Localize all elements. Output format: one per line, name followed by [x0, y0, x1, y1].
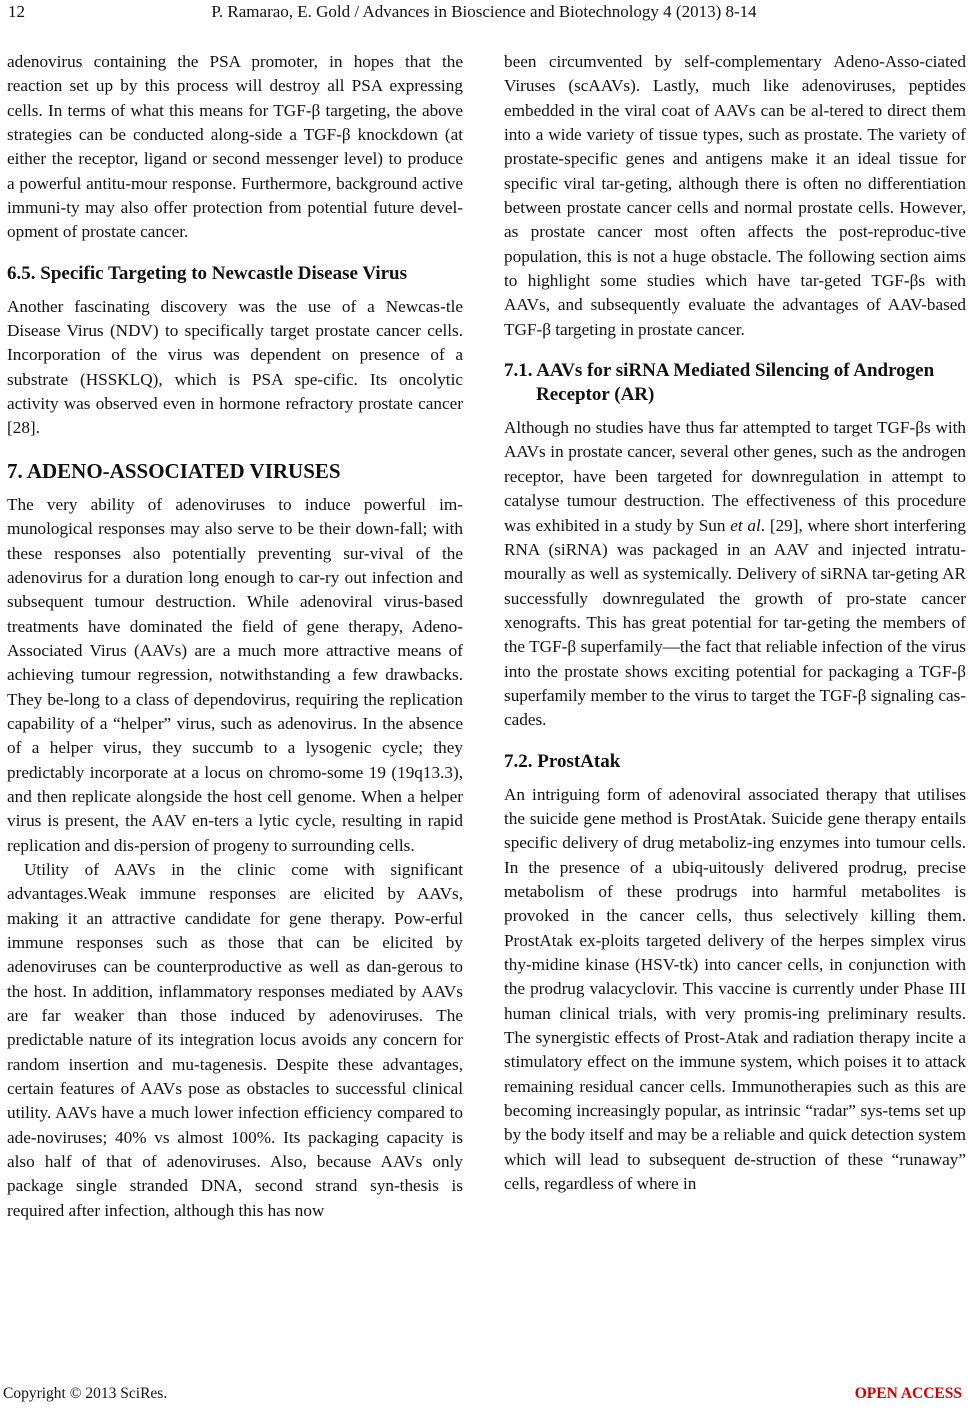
paragraph-psa-promoter: adenovirus containing the PSA promoter, in hopes that the reaction set up by this process will destroy all PSA expressing cells. In terms of what this means for TGF-β targeting, the above strategies can be conducted along-side a TGF-β knockdown (at either the receptor, ligand or second messenger level) to produce a powerful antitu-mour response. Furthermore, background active immuni-ty may also offer protection from potential future devel-opment of prostate cancer. [7, 52, 463, 242]
heading-section-7: 7. ADENO-ASSOCIATED VIRUSES [7, 458, 341, 483]
italic-et-al: et al [730, 515, 761, 535]
heading-title: Specific Targeting to Newcastle Disease Virus [40, 262, 408, 284]
paragraph-scaav: been circumvented by self-complementary Adeno-Asso-ciated Viruses (scAAVs). Lastly, much like adenoviruses, peptides embedded in the viral coat of AAVs can be al-tered to direct them into a wide variety of tissue types, such as prostate. The variety of prostate-specific genes and antigens make it an ideal tissue for specific viral tar-geting, although there is often no differentiation between prostate cancer cells and normal prostate cells. However, as prostate cancer most often affects the post-reproduc-tive population, this is not a huge obstacle. The following section aims to highlight some studies which have tar-geted TGF-βs with AAVs, and subsequently evaluate the advantages of AAV-based TGF-β targeting in prostate cancer. [504, 52, 966, 339]
heading-title: AAVs for siRNA Mediated Silencing of Androgen Receptor (AR) [536, 360, 935, 406]
paragraph-sirna [504, 416, 966, 732]
open-access-badge: OPEN ACCESS [854, 1385, 962, 1402]
heading-number: 7.1. [504, 360, 533, 382]
heading-6-5 [7, 262, 463, 286]
heading-7-2: 7.2. ProstAtak [504, 750, 621, 772]
right-column [504, 50, 966, 1196]
paragraph-aav-utility: Utility of AAVs in the clinic come with significant advantages.Weak immune responses are elicited by AAVs, making it an attractive candidate for gene therapy. Pow-erful immune responses such as those that can be elicited by adenoviruses can be counterproductive as well as dan-gerous to the host. In addition, inflammatory responses mediated by AAVs are far weaker than those induced by adenoviruses. The predictable nature of its integration locus avoids any concern for random insertion and mu-tagenesis. Despite these advantages, certain features of AAVs pose as obstacles to successful clinical utility. AAVs have a much lower infection efficiency compared to ade-noviruses; 40% vs almost 100%. Its packaging capacity is also half of that of adenoviruses. Also, because AAVs only package single stranded DNA, second strand syn-thesis is required after infection, although this has now [7, 859, 463, 1220]
heading-7-1 [504, 359, 966, 407]
paragraph-ndv: Another fascinating discovery was the use of a Newcas-tle Disease Virus (NDV) to specifically target prostate cancer cells. Incorporation of the virus was dependent on presence of a substrate (HSSKLQ), which is PSA spe-cific. Its oncolytic activity was observed even in hormone refractory prostate cancer [28]. [7, 296, 463, 438]
paragraph-text: . [29], where short interfering RNA (siRNA) was packaged in an AAV and injected intratu-mourally as well as systemically. Delivery of siRNA tar-geting AR successfully downregulated the growth of pro-state cancer xenografts. This has great potential for tar-geting the members of the TGF-β superfamily—the fact that reliable infection of the virus into the prostate shows exciting potential for packaging a TGF-β superfamily member to the virus to target the TGF-β signaling cas-cades. [504, 515, 966, 730]
page-header [0, 0, 968, 24]
paragraph-text: Although no studies have thus far attempted to target TGF-βs with AAVs in prostate cancer, several other genes, such as the androgen receptor, have been targeted for downregulation in attempt to catalyse tumour destruction. The effectiveness of this procedure was exhibited in a study by Sun [504, 418, 966, 535]
paragraph-prostatak: An intriguing form of adenoviral associated therapy that utilises the suicide gene method is ProstAtak. Suicide gene therapy entails specific delivery of drug metaboliz-ing enzymes into tumour cells. In the presence of a ubiq-uitously delivered prodrug, precise metabolism of these prodrugs into harmful metabolites is provoked in the cancer cells, thus selectively killing them. ProstAtak ex-ploits targeted delivery of the herpes simplex virus thy-midine kinase (HSV-tk) into cancer cells, in conjunction with the prodrug valacyclovir. This vaccine is currently under Phase III human clinical trials, with very promis-ing preliminary results. The synergistic effects of Prost-Atak and radiation therapy incite a stimulatory effect on the immune system, which poises it to attack remaining residual cancer cells. Immunotherapies such as this are becoming increasingly popular, as intrinsic “radar” sys-tems set up by the body itself and may be a reliable and quick detection system which will lead to subsequent de-struction of these “runaway” cells, regardless of where in [504, 784, 967, 1194]
heading-number: 6.5. [7, 262, 36, 284]
page-footer [0, 1385, 968, 1409]
left-column [7, 50, 463, 1223]
page-number: 12 [8, 2, 25, 21]
paragraph-aav-intro: The very ability of adenoviruses to induce powerful im-munological responses may also serve to be their down-fall; with these responses also potentially preventing sur-vival of the adenovirus for a duration long enough to car-ry out infection and subsequent tumour destruction. While adenoviral virus-based treatments have dominated the field of gene therapy, Adeno-Associated Virus (AAVs) are a much more attractive means of achieving tumour regression, notwithstanding a few drawbacks. They be-long to a class of dependovirus, requiring the replication capability of a “helper” virus, such as adenovirus. In the absence of a helper virus, they succumb to a lysogenic cycle; they predictably incorporate at a locus on chromo-some 19 (19q13.3), and then replicate alongside the host cell genome. When a helper virus is present, the AAV en-ters a lytic cycle, resulting in rapid replication and dis-persion of progeny to surrounding cells. [7, 494, 463, 855]
copyright-notice: Copyright © 2013 SciRes. [3, 1385, 168, 1402]
running-head: P. Ramarao, E. Gold / Advances in Bioscience and Biotechnology 4 (2013) 8-14 [211, 2, 757, 21]
